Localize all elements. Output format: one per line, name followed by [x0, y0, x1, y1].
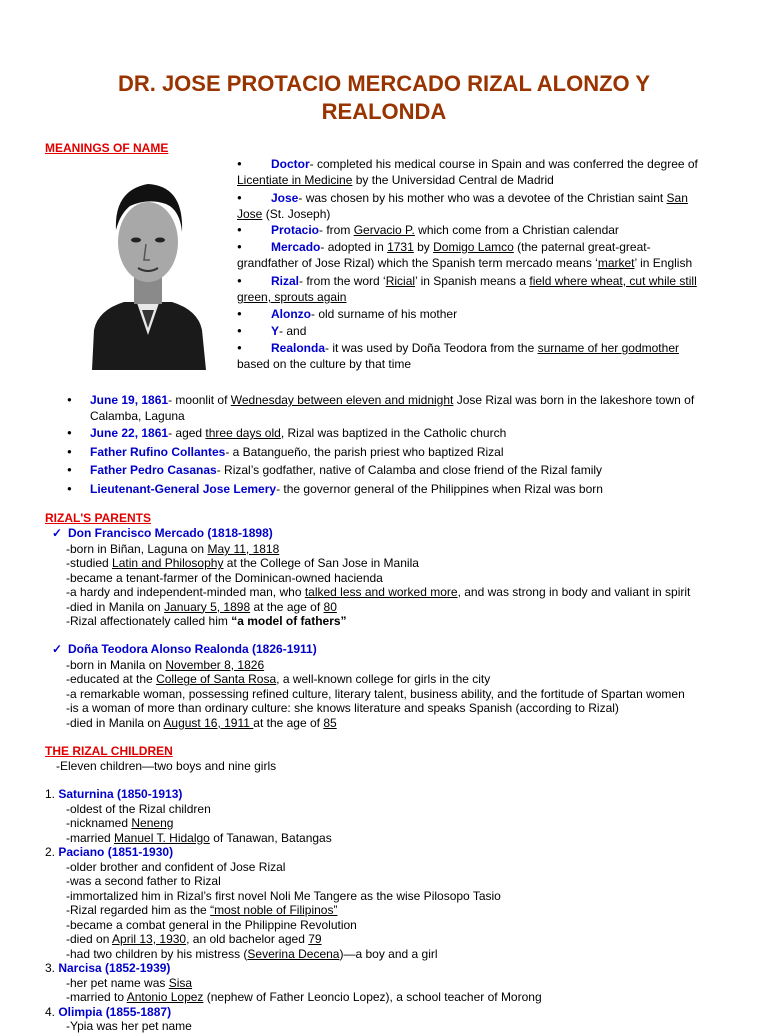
mother-line-underlined: November 8, 1826: [165, 658, 265, 672]
child-line: [66, 802, 735, 817]
section-heading-parents: RIZAL'S PARENTS: [45, 511, 151, 525]
meaning-underlined: green, sprouts again: [237, 290, 347, 304]
event-text: - the governor general of the Philippines when Rizal was born: [276, 482, 603, 496]
event-text: Calamba, Laguna: [90, 409, 185, 423]
father-line-text: , and was strong in body and valiant in spirit: [457, 585, 691, 600]
child-line: [66, 932, 735, 947]
child-details: [45, 802, 735, 846]
child-line: [66, 874, 735, 889]
meaning-term: Doctor: [271, 157, 310, 171]
meaning-term: Jose: [271, 191, 299, 205]
meaning-underlined: Licentiate in Medicine: [237, 173, 353, 187]
meaning-underlined: surname of her godmother: [537, 341, 679, 355]
section-heading-meanings: MEANINGS OF NAME: [45, 141, 169, 155]
child-line-text: -oldest of the Rizal children: [66, 801, 211, 816]
father-heading: [52, 526, 273, 540]
child-details: [45, 1019, 735, 1034]
event-underlined: three days old: [205, 426, 281, 440]
child-line-text: -was a second father to Rizal: [66, 874, 221, 888]
father-line: [66, 600, 746, 614]
mother-name: Doña Teodora Alonso Realonda (1826-1911): [68, 642, 317, 656]
child-details: [45, 976, 735, 1005]
father-line-text: -died in Manila on: [66, 599, 165, 614]
mother-line-text: at the age of: [253, 715, 324, 730]
child-line: [66, 918, 735, 933]
bullet-icon: ●: [67, 428, 72, 437]
father-line-underlined: talked less and worked more: [304, 585, 458, 600]
child-line-underlined: Antonio Lopez: [126, 990, 204, 1004]
meaning-underlined: 1731: [387, 240, 414, 254]
bullet-icon: ●: [237, 276, 242, 285]
child-line: [66, 860, 735, 875]
mother-line-underlined: August 16, 1911: [163, 715, 254, 730]
father-name: Don Francisco Mercado (1818-1898): [68, 526, 273, 540]
event-underlined: Wednesday between eleven and midnight: [230, 393, 454, 407]
mother-line-text: -is a woman of more than ordinary culture: she knows literature and speaks Spanish (according to Rizal): [66, 701, 619, 716]
child-line-underlined: Sisa: [168, 975, 193, 990]
father-line-underlined: January 5, 1898: [164, 599, 251, 614]
father-line-text: -became a tenant-farmer of the Dominican-owned hacienda: [66, 570, 383, 585]
child-line-text: -became a combat general in the Philippine Revolution: [66, 917, 357, 932]
mother-heading: [52, 642, 317, 656]
child-line-text: , an old bachelor aged: [186, 932, 309, 946]
meaning-underlined: San: [666, 191, 688, 205]
bullet-icon: ●: [237, 326, 242, 335]
mother-line: [66, 687, 746, 701]
child-line-text: -had two children by his mistress (: [66, 946, 248, 961]
meaning-text: - it was used by Doña Teodora from the: [325, 341, 538, 355]
father-line: [66, 556, 746, 570]
mother-line-text: -died in Manila on: [66, 715, 164, 730]
child-line-underlined: “most noble of Filipinos”: [210, 903, 338, 917]
child-line: [66, 889, 735, 904]
child-line-text: -older brother and confident of Jose Rizal: [66, 859, 286, 874]
child-number: 4.: [45, 1004, 59, 1019]
meaning-underlined: field where wheat, cut while still: [529, 274, 697, 288]
child-line-text: -died on: [66, 932, 113, 946]
father-line-text: -a hardy and independent-minded man, who: [66, 585, 305, 600]
child-name: Saturnina (1850-1913): [58, 787, 183, 801]
event-text: , Rizal was baptized in the Catholic church: [280, 426, 507, 440]
event-text: - aged: [168, 426, 206, 440]
children-intro: -Eleven children—two boys and nine girls: [56, 759, 277, 773]
child-line-underlined: April 13, 1930: [112, 932, 187, 946]
child-line: [66, 947, 735, 962]
bullet-icon: ●: [67, 395, 72, 404]
father-line-underlined: 80: [323, 599, 337, 614]
father-line-bold: “a model of fathers”: [231, 614, 347, 629]
father-line-underlined: Latin and Philosophy: [112, 556, 224, 571]
mother-line: [66, 701, 746, 715]
child-name: Olimpia (1855-1887): [58, 1004, 172, 1019]
child-heading: [45, 961, 735, 976]
meaning-text: grandfather of Jose Rizal) which the Spanish term mercado means ‘: [237, 256, 598, 270]
bullet-icon: ●: [237, 343, 242, 352]
section-heading-children: THE RIZAL CHILDREN: [45, 744, 173, 758]
event-term: June 19, 1861: [90, 393, 169, 407]
bullet-icon: ●: [67, 484, 72, 493]
child-line-underlined: 79: [308, 932, 322, 946]
father-details: [66, 542, 746, 628]
meaning-term: Mercado: [271, 240, 321, 254]
child-line-text: -married: [66, 830, 115, 845]
meaning-text: - from the word ‘: [299, 274, 386, 288]
mother-line: [66, 716, 746, 730]
mother-line: [66, 658, 746, 672]
event-term: Lieutenant-General Jose Lemery: [90, 482, 277, 496]
bullet-icon: ●: [237, 225, 242, 234]
event-item: [67, 481, 727, 497]
meaning-item: [237, 239, 723, 271]
meaning-text: by the Universidad Central de Madrid: [352, 173, 554, 187]
meaning-term: Y: [271, 324, 280, 338]
child-line-underlined: Neneng: [131, 816, 174, 830]
meaning-item: [237, 306, 723, 322]
father-line: [66, 571, 746, 585]
mother-line-underlined: College of Santa Rosa: [156, 672, 277, 687]
child-number: 3.: [45, 961, 59, 975]
child-line: [66, 990, 735, 1005]
meaning-underlined: Ricial: [385, 274, 416, 288]
event-term: June 22, 1861: [90, 426, 169, 440]
bullet-icon: ●: [237, 159, 242, 168]
bullet-icon: ●: [67, 447, 72, 456]
bullet-icon: ●: [67, 465, 72, 474]
child-number: 2.: [45, 845, 59, 859]
bullet-icon: ●: [237, 309, 242, 318]
event-text: - Rizal’s godfather, native of Calamba and close friend of the Rizal family: [216, 463, 603, 477]
title-line-2: REALONDA: [321, 99, 447, 124]
father-line-underlined: May 11, 1818: [207, 542, 280, 556]
child-line-text: -Rizal regarded him as the: [66, 903, 211, 917]
father-line: [66, 614, 746, 628]
meaning-text: - from: [319, 223, 354, 237]
child-line-text: -married to: [66, 990, 127, 1004]
meaning-term: Realonda: [271, 341, 326, 355]
event-text: Jose Rizal was born in the lakeshore town of: [453, 393, 695, 407]
meaning-text: - old surname of his mother: [311, 307, 458, 321]
meaning-item: [237, 323, 723, 339]
meaning-text: - was chosen by his mother who was a devotee of the Christian saint: [298, 191, 667, 205]
meaning-text: - completed his medical course in Spain and was conferred the degree of: [309, 157, 698, 171]
checkmark-icon: ✓: [52, 526, 63, 540]
father-line: [66, 585, 746, 599]
meaning-text: (St. Joseph): [262, 207, 331, 221]
child-line-text: -Ypia was her pet name: [66, 1019, 192, 1033]
child-line-text: -nicknamed: [66, 816, 132, 830]
page-title: [60, 70, 708, 126]
meaning-underlined: Jose: [237, 207, 263, 221]
event-text: - moonlit of: [168, 393, 231, 407]
mother-details: [66, 658, 746, 730]
meaning-item: [237, 222, 723, 238]
meaning-term: Protacio: [271, 223, 320, 237]
child-name: Narcisa (1852-1939): [58, 961, 171, 975]
meaning-term: Rizal: [271, 274, 300, 288]
child-number: 1.: [45, 787, 59, 801]
father-line-text: -born in Biñan, Laguna on: [66, 542, 208, 556]
event-item: [67, 392, 727, 424]
title-line-1: DR. JOSE PROTACIO MERCADO RIZAL ALONZO Y: [117, 71, 651, 96]
meaning-item: [237, 340, 723, 372]
meaning-text: which come from a Christian calendar: [414, 223, 619, 237]
meaning-underlined: market: [597, 256, 635, 270]
child-details: [45, 860, 735, 962]
event-item: [67, 462, 727, 478]
meaning-item: [237, 273, 723, 305]
child-heading: [45, 787, 735, 802]
child-line: [66, 976, 735, 991]
father-line-text: at the College of San Jose in Manila: [223, 556, 419, 571]
meaning-text: ’ in Spanish means a: [415, 274, 530, 288]
children-list: [45, 787, 735, 1034]
father-line-text: at the age of: [250, 599, 324, 614]
portrait-photo-icon: [84, 160, 212, 370]
father-line-text: -studied: [66, 556, 113, 571]
meaning-underlined: Domigo Lamco: [433, 240, 514, 254]
checkmark-icon: ✓: [52, 642, 63, 656]
event-text: - a Batangueño, the parish priest who baptized Rizal: [225, 445, 504, 459]
bullet-icon: ●: [237, 242, 242, 251]
meaning-underlined: Gervacio P.: [353, 223, 415, 237]
meaning-item: [237, 190, 723, 222]
event-term: Father Rufino Collantes: [90, 445, 226, 459]
mother-line-text: -educated at the: [66, 672, 157, 687]
child-heading: [45, 1005, 735, 1020]
child-line-underlined: Severina Decena: [247, 946, 340, 961]
father-line-text: -Rizal affectionately called him: [66, 614, 232, 629]
mother-line-text: -born in Manila on: [66, 658, 166, 672]
child-line: [66, 903, 735, 918]
meaning-text: by: [413, 240, 434, 254]
meaning-text: ’ in English: [634, 256, 693, 270]
child-line-text: of Tanawan, Batangas: [209, 830, 332, 845]
child-line-text: -immortalized him in Rizal’s first novel Noli Me Tangere as the wise Pilosopo Tasio: [66, 888, 501, 903]
meaning-text: (the paternal great-great-: [513, 240, 651, 254]
child-name: Paciano (1851-1930): [58, 845, 174, 859]
event-item: [67, 425, 727, 441]
meaning-text: - adopted in: [320, 240, 388, 254]
event-item: [67, 444, 727, 460]
meaning-item: [237, 156, 723, 188]
event-term: Father Pedro Casanas: [90, 463, 217, 477]
child-line: [66, 816, 735, 831]
child-heading: [45, 845, 735, 860]
mother-line-underlined: 85: [323, 715, 337, 730]
mother-line: [66, 672, 746, 686]
child-line-text: -her pet name was: [66, 975, 169, 990]
child-line: [66, 1019, 735, 1034]
meaning-text: based on the culture by that time: [237, 357, 412, 371]
child-line-text: (nephew of Father Leoncio Lopez), a school teacher of Morong: [203, 990, 542, 1004]
mother-line-text: , a well-known college for girls in the city: [276, 672, 491, 687]
meaning-text: - and: [279, 324, 307, 338]
father-line: [66, 542, 746, 556]
child-line-underlined: Manuel T. Hidalgo: [114, 830, 210, 845]
mother-line-text: -a remarkable woman, possessing refined culture, literary talent, business ability, and the fortitude of Spartan women: [66, 686, 685, 701]
meaning-term: Alonzo: [271, 307, 311, 321]
bullet-icon: ●: [237, 193, 242, 202]
child-line: [66, 831, 735, 846]
child-line-text: )—a boy and a girl: [339, 946, 438, 961]
